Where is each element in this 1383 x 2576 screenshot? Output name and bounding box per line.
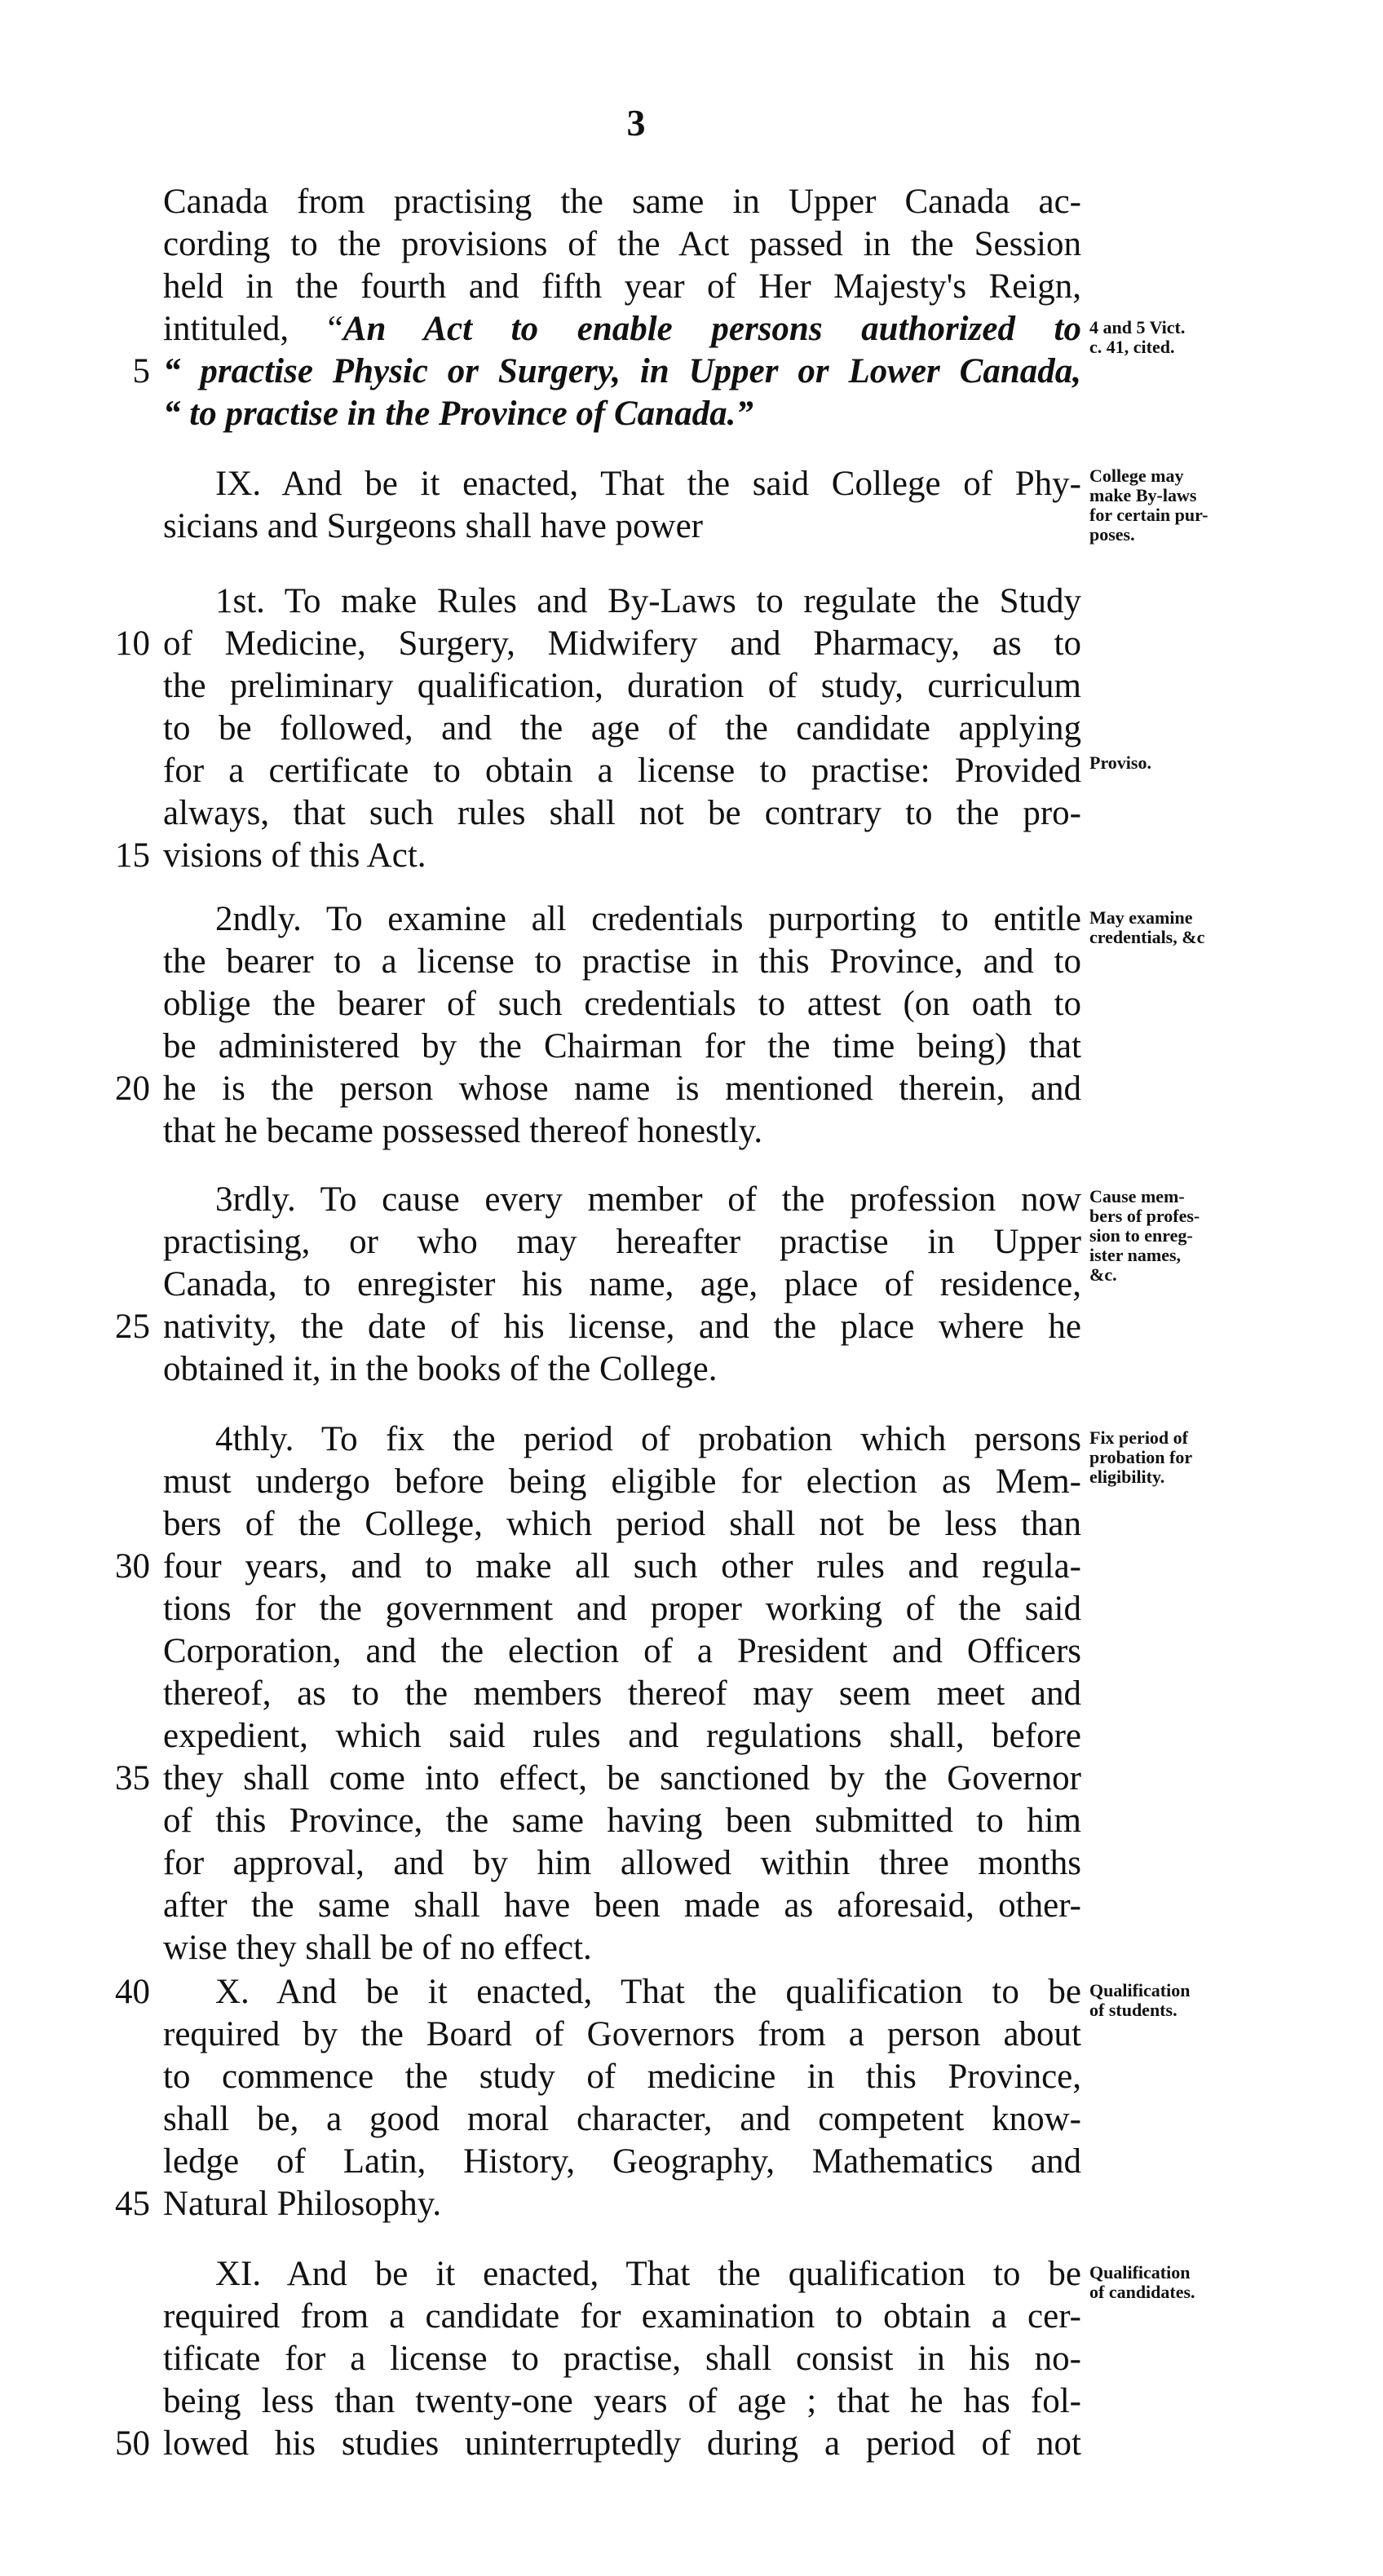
margin-note-line: Qualification (1089, 2262, 1191, 2283)
text-line: always, that such rules shall not be contrary to the pro- (163, 794, 1081, 832)
text-line (132, 351, 1081, 393)
margin-note-line: May examine (1089, 907, 1193, 928)
text-line: shall be, a good moral character, and competent know- (163, 2100, 1081, 2138)
paragraph (115, 2253, 1081, 2465)
text-line: after the same shall have been made as aforesaid, other- (163, 1886, 1081, 1925)
text-line: obtained it, in the books of the College. (163, 1350, 718, 1388)
margin-note-line: probation for (1089, 1447, 1193, 1467)
text-line: 4thly. To fix the period of probation which persons (215, 1420, 1081, 1458)
text-line (115, 1306, 1081, 1348)
text-content: nativity, the date of his license, and the place where he (163, 1308, 1081, 1346)
text-line: tions for the government and proper working of the said (163, 1590, 1081, 1628)
text-line: for approval, and by him allowed within three months (163, 1844, 1081, 1882)
text-line: to be followed, and the age of the candidate applying (163, 709, 1081, 748)
text-line (115, 1758, 1081, 1800)
paragraph (115, 898, 1081, 1153)
text-line: IX. And be it enacted, That the said College of Phy- (215, 465, 1081, 503)
text-line: practising, or who may hereafter practise in Upper (163, 1223, 1081, 1261)
text-line (115, 623, 1081, 665)
line-number: 10 (115, 624, 150, 663)
margin-note-line: 4 and 5 Vict. (1089, 317, 1186, 337)
line-number: 20 (115, 1070, 150, 1108)
text-line: 2ndly. To examine all credentials purporting to entitle (215, 900, 1081, 938)
margin-note (1089, 1187, 1261, 1285)
text-line: sicians and Surgeons shall have power (163, 507, 703, 545)
text-line: held in the fourth and fifth year of Her Majesty's Reign, (163, 267, 1081, 306)
margin-note (1089, 318, 1261, 357)
line-number: 15 (115, 836, 150, 875)
text-line (115, 835, 1081, 877)
text-line: wise they shall be of no effect. (163, 1929, 592, 1967)
text-line (115, 1068, 1081, 1110)
text-line: for a certificate to obtain a license to practise: Provided (163, 752, 1081, 790)
text-line: required from a candidate for examination to obtain a cer- (163, 2297, 1081, 2336)
text-line: oblige the bearer of such credentials to attest (on oath to (163, 985, 1081, 1023)
text-line: thereof, as to the members thereof may seem meet and (163, 1674, 1081, 1713)
text-line: must undergo before being eligible for election as Mem- (163, 1462, 1081, 1501)
text-line: cording to the provisions of the Act passed in the Session (163, 225, 1081, 263)
margin-note-line: Qualification (1089, 1980, 1191, 2000)
margin-note (1089, 466, 1261, 545)
margin-note-line: bers of profes- (1089, 1206, 1200, 1226)
text-line: of this Province, the same having been submitted to him (163, 1802, 1081, 1840)
paragraph (115, 1971, 1081, 2225)
paragraph (115, 1418, 1081, 1969)
margin-note-line: poses. (1089, 524, 1135, 545)
text-line: expedient, which said rules and regulations shall, before (163, 1717, 1081, 1755)
text-line (115, 1971, 1081, 2014)
text-line: the preliminary qualification, duration of study, curriculum (163, 667, 1081, 705)
margin-note (1089, 1428, 1261, 1487)
text-content: “ practise Physic or Surgery, in Upper or Lower Canada, (163, 352, 1081, 390)
margin-note-line: &c. (1089, 1264, 1117, 1285)
margin-note-line: sion to enreg- (1089, 1225, 1193, 1246)
text-line: bers of the College, which period shall not be less than (163, 1505, 1081, 1543)
margin-note (1089, 753, 1261, 773)
margin-note-line: credentials, &c (1089, 927, 1205, 947)
text-line: being less than twenty-one years of age ; that he has fol- (163, 2382, 1081, 2420)
margin-note-line: of students. (1089, 2000, 1178, 2020)
margin-note (1089, 908, 1261, 947)
text-line: that he became possessed thereof honestly. (163, 1112, 763, 1150)
paragraph (132, 181, 1081, 435)
margin-note-line: of candidates. (1089, 2282, 1195, 2302)
line-number: 40 (115, 1973, 150, 2011)
text-line: Canada, to enregister his name, age, place of residence, (163, 1265, 1081, 1303)
text-content: lowed his studies uninterruptedly during a period of not (163, 2424, 1081, 2463)
text-line (115, 1546, 1081, 1588)
text-line: be administered by the Chairman for the time being) that (163, 1027, 1081, 1065)
text-line: “ to practise in the Province of Canada.” (163, 395, 753, 433)
margin-note-line: Proviso. (1089, 752, 1151, 773)
text-line: Corporation, and the election of a President and Officers (163, 1632, 1081, 1670)
margin-note-line: Fix period of (1089, 1427, 1188, 1448)
line-number: 30 (115, 1547, 150, 1586)
text-line (115, 2423, 1081, 2465)
page-number: 3 (626, 102, 646, 143)
margin-note-line: make By-laws (1089, 485, 1197, 505)
line-number: 50 (115, 2424, 150, 2463)
text-line: to commence the study of medicine in this Province, (163, 2058, 1081, 2096)
text-content: they shall come into effect, be sanctioned by the Governor (163, 1759, 1081, 1797)
line-number: 25 (115, 1308, 150, 1346)
text-line: ledge of Latin, History, Geography, Mathematics and (163, 2142, 1081, 2181)
margin-note (1089, 1981, 1261, 2020)
margin-note-line: eligibility. (1089, 1467, 1165, 1487)
text-line: 1st. To make Rules and By-Laws to regulate the Study (215, 582, 1081, 620)
text-content: Natural Philosophy. (163, 2185, 442, 2223)
margin-note (1089, 2263, 1261, 2302)
margin-note-line: c. 41, cited. (1089, 337, 1175, 357)
text-line: intituled, “An Act to enable persons authorized to (163, 310, 1081, 348)
text-line: the bearer to a license to practise in this Province, and to (163, 942, 1081, 981)
text-line: 3rdly. To cause every member of the profession now (215, 1180, 1081, 1219)
margin-note-line: ister names, (1089, 1245, 1182, 1265)
paragraph (115, 580, 1081, 877)
text-line: Canada from practising the same in Upper Canada ac- (163, 183, 1081, 221)
text-line: XI. And be it enacted, That the qualification to be (215, 2255, 1081, 2293)
line-number: 45 (115, 2185, 150, 2223)
line-number: 35 (115, 1759, 150, 1797)
text-line (115, 2183, 1081, 2225)
text-content: visions of this Act. (163, 836, 426, 875)
line-number: 5 (132, 352, 150, 390)
margin-note-line: Cause mem- (1089, 1186, 1185, 1206)
text-line: tificate for a license to practise, shall consist in his no- (163, 2340, 1081, 2378)
margin-note-line: College may (1089, 465, 1184, 486)
paragraph (163, 463, 1081, 548)
text-content: of Medicine, Surgery, Midwifery and Pharmacy, as to (163, 624, 1081, 663)
text-content: he is the person whose name is mentioned therein, and (163, 1070, 1081, 1108)
paragraph (115, 1179, 1081, 1391)
text-line: required by the Board of Governors from a person about (163, 2015, 1081, 2053)
text-content: X. And be it enacted, That the qualification to be (215, 1973, 1081, 2011)
margin-note-line: for certain pur- (1089, 505, 1208, 525)
text-content: four years, and to make all such other rules and regula- (163, 1547, 1081, 1586)
